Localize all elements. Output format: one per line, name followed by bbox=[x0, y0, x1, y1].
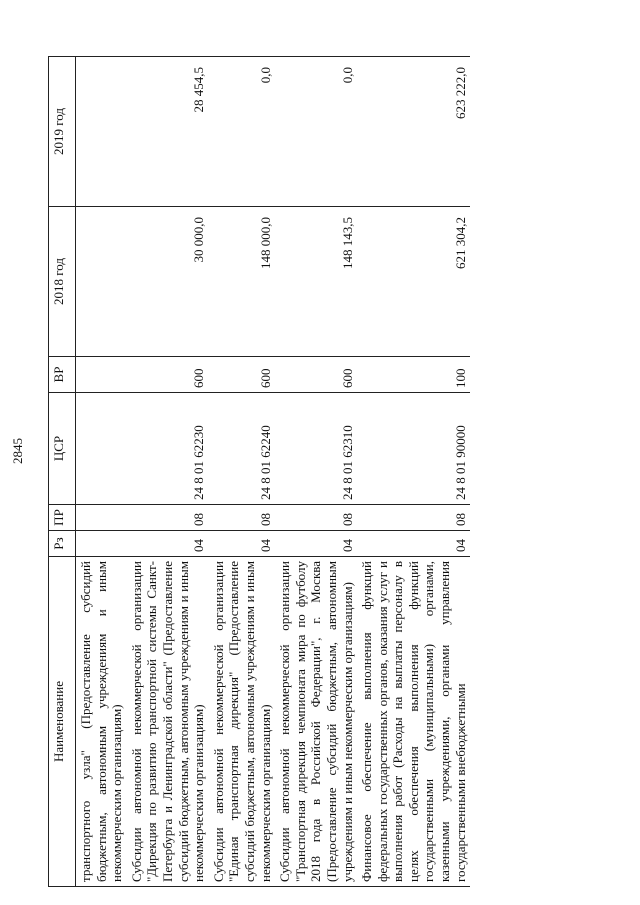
row-vr: 100 bbox=[357, 357, 470, 393]
row-vr: 600 bbox=[127, 357, 209, 393]
row-name: Финансовое обеспечение выполнения функций федеральных государственных органов, оказания услуг и выполнения работ (Расходы на выплаты персоналу в целях обеспечения выполнения функций государственными (муниципальными) органами, казенными учреждениями, органами управления государственными внебюджетными bbox=[357, 557, 470, 887]
row-rz bbox=[76, 531, 127, 557]
row-name: Субсидии автономной некоммерческой организации "Дирекция по развитию транспортной системы Санкт-Петербурга и Ленинградской области" (Предоставление субсидий бюджетным, автономным учреждениям и иным некоммерческим организациям) bbox=[127, 557, 209, 887]
row-csr: 24 8 01 62240 bbox=[209, 393, 275, 505]
row-name: Субсидии автономной некоммерческой организации "Транспортная дирекция чемпионата мира по футболу 2018 года в Российской Федерации", г. Москва (Предоставление субсидий бюджетным, автономным учреждениям и иным некоммерческим организациям) bbox=[275, 557, 357, 887]
row-pr: 08 bbox=[275, 505, 357, 531]
row-2019 bbox=[76, 57, 127, 207]
row-rz: 04 bbox=[275, 531, 357, 557]
row-2019: 623 222,0 bbox=[357, 57, 470, 207]
row-name: Субсидии автономной некоммерческой организации "Единая транспортная дирекция" (Предоставление субсидий бюджетным, автономным учреждениям и иным некоммерческим организациям) bbox=[209, 557, 275, 887]
row-csr bbox=[76, 393, 127, 505]
table-row bbox=[275, 57, 357, 887]
row-vr: 600 bbox=[275, 357, 357, 393]
row-pr: 08 bbox=[357, 505, 470, 531]
row-pr: 08 bbox=[209, 505, 275, 531]
row-2018: 621 304,2 bbox=[357, 207, 470, 357]
budget-table bbox=[48, 56, 470, 887]
header-2018: 2018 год bbox=[49, 207, 76, 357]
header-vr: ВР bbox=[49, 357, 76, 393]
header-rz: Рз bbox=[49, 531, 76, 557]
row-csr: 24 8 01 62310 bbox=[275, 393, 357, 505]
table-row bbox=[357, 57, 470, 887]
row-2019: 28 454,5 bbox=[127, 57, 209, 207]
row-2018: 148 143,5 bbox=[275, 207, 357, 357]
row-2018: 148 000,0 bbox=[209, 207, 275, 357]
row-2019: 0,0 bbox=[275, 57, 357, 207]
budget-table-rotated bbox=[48, 57, 596, 887]
row-rz: 04 bbox=[127, 531, 209, 557]
row-2018 bbox=[76, 207, 127, 357]
row-pr bbox=[76, 505, 127, 531]
row-rz: 04 bbox=[357, 531, 470, 557]
row-2019: 0,0 bbox=[209, 57, 275, 207]
table-row bbox=[209, 57, 275, 887]
table-header-row bbox=[49, 57, 76, 887]
row-csr: 24 8 01 62230 bbox=[127, 393, 209, 505]
row-name: транспортного узла" (Предоставление субсидий бюджетным, автономным учреждениям и иным некоммерческим организациям) bbox=[76, 557, 127, 887]
row-pr: 08 bbox=[127, 505, 209, 531]
row-csr: 24 8 01 90000 bbox=[357, 393, 470, 505]
table-row bbox=[127, 57, 209, 887]
header-name: Наименование bbox=[49, 557, 76, 887]
row-rz: 04 bbox=[209, 531, 275, 557]
header-csr: ЦСР bbox=[49, 393, 76, 505]
header-pr: ПР bbox=[49, 505, 76, 531]
page-number: 2845 bbox=[10, 438, 25, 464]
table-row bbox=[76, 57, 127, 887]
header-2019: 2019 год bbox=[49, 57, 76, 207]
row-vr: 600 bbox=[209, 357, 275, 393]
row-2018: 30 000,0 bbox=[127, 207, 209, 357]
row-vr bbox=[76, 357, 127, 393]
